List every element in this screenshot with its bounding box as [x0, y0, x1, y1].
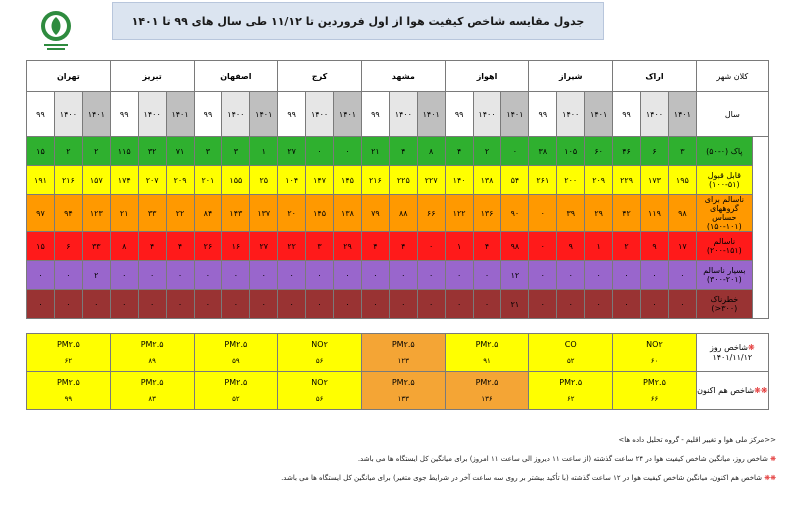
aqi-value-cell: ۰ — [138, 290, 166, 319]
pollutant-name: PM۲.۵ — [140, 378, 164, 387]
footnote-marker: ❋ — [770, 455, 776, 463]
aqi-value-cell: ۳۳ — [138, 195, 166, 232]
aqi-value-cell: ۴ — [473, 232, 501, 261]
aqi-value-cell: ۱۵ — [27, 137, 55, 166]
current-index-row-cell — [445, 372, 529, 410]
aqi-value-cell: ۰ — [529, 290, 557, 319]
aqi-value-cell: ۲۱۶ — [54, 166, 82, 195]
aqi-value-cell: ۲ — [82, 137, 110, 166]
aqi-value-cell: ۱۲۳ — [82, 195, 110, 232]
aqi-value-cell: ۰ — [641, 290, 669, 319]
aqi-value-cell: ۲۲۷ — [417, 166, 445, 195]
aqi-value-cell: ۶ — [54, 232, 82, 261]
year-header: ۱۴۰۱ — [82, 92, 110, 137]
current-index-row-cell — [613, 372, 697, 410]
pollutant-name: PM۲.۵ — [224, 340, 248, 349]
aqi-value-cell: ۱۵۷ — [82, 166, 110, 195]
aqi-value-cell: ۱۱۹ — [641, 195, 669, 232]
aqi-value-cell: ۲۰۷ — [138, 166, 166, 195]
aqi-value-cell: ۰ — [138, 261, 166, 290]
aqi-value-cell: ۱ — [585, 232, 613, 261]
aqi-value-cell: ۰ — [473, 261, 501, 290]
aqi-value-cell: ۹۷ — [27, 195, 55, 232]
category-label: ناسالم برای گروههای حساس (۱۰۱-۱۵۰) — [696, 195, 752, 232]
footnote-daily-text: شاخص روز، میانگین شاخص کیفیت هوا در ۲۴ ساعت گذشته (از ساعت ۱۱ دیروز الی ساعت ۱۱ امروز) برای میانگین کل ایستگاه ها می باشد. — [357, 455, 768, 463]
table-spacer — [27, 319, 769, 334]
pollutant-name: CO — [564, 340, 577, 349]
daily-index-row-cell — [361, 334, 445, 372]
index-value: ۱۳۳ — [397, 395, 409, 403]
aqi-value-cell: ۰ — [417, 261, 445, 290]
aqi-value-cell: ۵۴ — [501, 166, 529, 195]
year-header: ۱۴۰۰ — [54, 92, 82, 137]
category-label: خطرناک (۳۰۰<) — [696, 290, 752, 319]
city-header: اهواز — [445, 61, 529, 92]
aqi-value-cell: ۰ — [27, 290, 55, 319]
aqi-value-cell: ۱۳۶ — [473, 195, 501, 232]
year-header: ۱۴۰۱ — [585, 92, 613, 137]
aqi-value-cell: ۱۵۵ — [222, 166, 250, 195]
pollutant-name: PM۲.۵ — [559, 378, 583, 387]
aqi-value-cell: ۲۲ — [278, 232, 306, 261]
pollutant-name: PM۲.۵ — [224, 378, 248, 387]
aqi-value-cell: ۲۹ — [585, 195, 613, 232]
aqi-value-cell: ۰ — [110, 261, 138, 290]
aqi-value-cell: ۲۱ — [110, 195, 138, 232]
aqi-value-cell: ۰ — [668, 290, 696, 319]
aqi-value-cell: ۳۹ — [557, 195, 585, 232]
current-index-row-cell — [27, 372, 111, 410]
city-header: مشهد — [361, 61, 445, 92]
aqi-value-cell: ۱۴۵ — [306, 195, 334, 232]
aqi-value-cell: ۰ — [529, 261, 557, 290]
pollutant-name: NO۲ — [646, 340, 663, 349]
index-value: ۵۹ — [232, 357, 240, 365]
year-header: ۱۴۰۱ — [166, 92, 194, 137]
year-header: ۱۴۰۰ — [389, 92, 417, 137]
year-header: ۹۹ — [194, 92, 222, 137]
year-header: ۹۹ — [529, 92, 557, 137]
aqi-value-cell: ۱ — [445, 232, 473, 261]
aqi-value-cell: ۲۰۱ — [194, 166, 222, 195]
city-header: تهران — [27, 61, 111, 92]
aqi-value-cell: ۰ — [417, 290, 445, 319]
index-value: ۵۶ — [315, 357, 324, 365]
current-index-row-cell — [529, 372, 613, 410]
year-header: ۱۴۰۰ — [473, 92, 501, 137]
city-header: تبریز — [110, 61, 194, 92]
aqi-value-cell: ۲۲۹ — [613, 166, 641, 195]
aqi-value-cell: ۰ — [668, 261, 696, 290]
aqi-value-cell: ۶۰ — [585, 137, 613, 166]
aqi-value-cell: ۰ — [473, 290, 501, 319]
aqi-value-cell: ۲ — [54, 137, 82, 166]
aqi-value-cell: ۰ — [27, 261, 55, 290]
category-label: ناسالم (۱۵۱-۲۰۰) — [696, 232, 752, 261]
aqi-value-cell: ۲۶۱ — [529, 166, 557, 195]
aqi-value-cell: ۰ — [361, 261, 389, 290]
aqi-value-cell: ۲ — [613, 232, 641, 261]
aqi-value-cell: ۲۲ — [166, 195, 194, 232]
aqi-value-cell: ۱۹۱ — [27, 166, 55, 195]
pollutant-name: PM۲.۵ — [56, 340, 80, 349]
aqi-value-cell: ۱۰۴ — [278, 166, 306, 195]
year-header: ۱۴۰۰ — [641, 92, 669, 137]
aqi-value-cell: ۲۱ — [361, 137, 389, 166]
current-index-row-label — [696, 372, 768, 410]
aqi-value-cell: ۰ — [557, 290, 585, 319]
pollutant-name: PM۲.۵ — [475, 378, 499, 387]
aqi-value-cell: ۳ — [668, 137, 696, 166]
aqi-value-cell: ۰ — [334, 137, 362, 166]
index-value: ۶۲ — [566, 395, 575, 403]
aqi-value-cell: ۸ — [417, 137, 445, 166]
pollutant-name: PM۲.۵ — [391, 378, 415, 387]
aqi-value-cell: ۹۴ — [54, 195, 82, 232]
corner-label: کلان شهر — [696, 61, 768, 92]
index-value: ۶۲ — [64, 357, 73, 365]
aqi-value-cell: ۰ — [250, 290, 278, 319]
aqi-value-cell: ۲ — [473, 137, 501, 166]
aqi-value-cell: ۴ — [445, 137, 473, 166]
aqi-value-cell: ۷۱ — [166, 137, 194, 166]
aqi-value-cell: ۲۲۵ — [389, 166, 417, 195]
aqi-value-cell: ۳ — [306, 232, 334, 261]
aqi-value-cell: ۴ — [389, 232, 417, 261]
aqi-value-cell: ۰ — [306, 261, 334, 290]
daily-index-row-cell — [445, 334, 529, 372]
aqi-value-cell: ۲۰۰ — [557, 166, 585, 195]
source-note: <<مرکز ملی هوا و تغییر اقلیم - گروه تحلیل داده ها> — [618, 436, 776, 444]
aqi-value-cell: ۲۰ — [278, 195, 306, 232]
index-value: ۹۹ — [64, 395, 73, 403]
aqi-value-cell: ۰ — [278, 290, 306, 319]
aqi-value-cell: ۹۸ — [501, 232, 529, 261]
footnote-daily — [206, 455, 776, 463]
year-header: ۱۴۰۰ — [306, 92, 334, 137]
aqi-value-cell: ۰ — [250, 261, 278, 290]
aqi-value-cell: ۹ — [557, 232, 585, 261]
year-header: ۱۴۰۰ — [138, 92, 166, 137]
aqi-value-cell: ۲۹ — [334, 232, 362, 261]
footnote-current — [206, 474, 776, 482]
year-label: سال — [696, 92, 768, 137]
index-value: ۱۲۳ — [397, 357, 409, 365]
current-index-row-cell — [361, 372, 445, 410]
aqi-value-cell: ۰ — [557, 261, 585, 290]
aqi-value-cell: ۱۴۵ — [334, 166, 362, 195]
aqi-value-cell: ۲۵ — [250, 166, 278, 195]
aqi-value-cell: ۰ — [54, 261, 82, 290]
aqi-value-cell: ۴ — [361, 232, 389, 261]
aqi-value-cell: ۱۷۳ — [641, 166, 669, 195]
year-header: ۱۴۰۱ — [501, 92, 529, 137]
page-title: جدول مقایسه شاخص کیفیت هوا از اول فروردین تا ۱۱/۱۲ طی سال های ۹۹ تا ۱۴۰۱ — [112, 2, 604, 40]
aqi-value-cell: ۶ — [641, 137, 669, 166]
aqi-value-cell: ۰ — [278, 261, 306, 290]
aqi-value-cell: ۱۲۲ — [445, 195, 473, 232]
pollutant-name: PM۲.۵ — [391, 340, 415, 349]
index-value: ۵۲ — [566, 357, 575, 365]
aqi-value-cell: ۰ — [82, 290, 110, 319]
category-label: قابل قبول (۵۱-۱۰۰) — [696, 166, 752, 195]
pollutant-name: PM۲.۵ — [56, 378, 80, 387]
aqi-value-cell: ۸۴ — [194, 195, 222, 232]
aqi-value-cell: ۱۴۰ — [445, 166, 473, 195]
aqi-value-cell: ۰ — [613, 261, 641, 290]
current-index-row-cell — [110, 372, 194, 410]
aqi-value-cell: ۱۹۵ — [668, 166, 696, 195]
aqi-value-cell: ۰ — [222, 261, 250, 290]
city-header: کرج — [278, 61, 362, 92]
footnote-marker: ❋❋ — [764, 474, 776, 482]
aqi-value-cell: ۱۴۳ — [222, 195, 250, 232]
aqi-value-cell: ۹۸ — [668, 195, 696, 232]
aqi-value-cell: ۳۳ — [82, 232, 110, 261]
aqi-value-cell: ۰ — [501, 137, 529, 166]
aqi-value-cell: ۴ — [166, 232, 194, 261]
aqi-value-cell: ۹ — [641, 232, 669, 261]
aqi-value-cell: ۱۳۸ — [334, 195, 362, 232]
daily-index-row-cell — [27, 334, 111, 372]
category-label: پاک (۰-۵۰) — [696, 137, 752, 166]
aqi-value-cell: ۳۲ — [138, 137, 166, 166]
aqi-value-cell: ۰ — [529, 195, 557, 232]
aqi-value-cell: ۳ — [194, 137, 222, 166]
category-label: بسیار ناسالم (۲۰۱-۳۰۰) — [696, 261, 752, 290]
daily-index-row-text: شاخص روز ۱۴۰۱/۱۱/۱۲ — [709, 342, 753, 362]
footnote-current-text: شاخص هم اکنون، میانگین شاخص کیفیت هوا در ۱۲ ساعت گذشته (با تأکید بیشتر بر روی سه ساعت آخر در شرایط جوی متغیر) برای میانگین کل ایستگاه ها می باشد. — [281, 474, 763, 482]
aqi-value-cell: ۱۳۸ — [473, 166, 501, 195]
year-header: ۱۴۰۰ — [222, 92, 250, 137]
year-header: ۹۹ — [27, 92, 55, 137]
pollutant-name: NO۲ — [311, 340, 328, 349]
aqi-value-cell: ۲۱ — [501, 290, 529, 319]
aqi-value-cell: ۱۱۵ — [110, 137, 138, 166]
index-value: ۵۶ — [315, 395, 324, 403]
aqi-value-cell: ۱۶ — [222, 232, 250, 261]
daily-index-row-cell — [110, 334, 194, 372]
aqi-value-cell: ۰ — [641, 261, 669, 290]
aqi-value-cell: ۰ — [222, 290, 250, 319]
pollutant-name: PM۲.۵ — [643, 378, 666, 387]
daily-index-row-cell — [194, 334, 278, 372]
aqi-value-cell: ۱۴۷ — [306, 166, 334, 195]
year-header: ۱۴۰۱ — [668, 92, 696, 137]
aqi-value-cell: ۳۸ — [529, 137, 557, 166]
daily-index-row-cell — [613, 334, 697, 372]
aqi-value-cell: ۰ — [194, 290, 222, 319]
aqi-value-cell: ۰ — [585, 290, 613, 319]
city-header: شیراز — [529, 61, 613, 92]
daily-index-row-cell — [529, 334, 613, 372]
aqi-value-cell: ۰ — [110, 290, 138, 319]
pollutant-name: PM۲.۵ — [140, 340, 164, 349]
aqi-value-cell: ۲۱۶ — [361, 166, 389, 195]
year-header: ۱۴۰۰ — [557, 92, 585, 137]
aqi-value-cell: ۱۳۷ — [250, 195, 278, 232]
aqi-value-cell: ۴۶ — [613, 137, 641, 166]
year-header: ۱۴۰۱ — [417, 92, 445, 137]
aqi-value-cell: ۶۶ — [417, 195, 445, 232]
aqi-value-cell: ۲۶ — [194, 232, 222, 261]
year-header: ۹۹ — [361, 92, 389, 137]
aqi-value-cell: ۰ — [417, 232, 445, 261]
year-header: ۹۹ — [278, 92, 306, 137]
aqi-value-cell: ۰ — [334, 261, 362, 290]
year-header: ۱۴۰۱ — [334, 92, 362, 137]
aqi-value-cell: ۴۲ — [613, 195, 641, 232]
aqi-value-cell: ۷۹ — [361, 195, 389, 232]
year-header: ۹۹ — [110, 92, 138, 137]
aqi-value-cell: ۱۲ — [501, 261, 529, 290]
index-value: ۵۲ — [232, 395, 240, 403]
aqi-value-cell: ۰ — [389, 261, 417, 290]
aqi-value-cell: ۲۷ — [250, 232, 278, 261]
aqi-value-cell: ۹۰ — [501, 195, 529, 232]
city-header: اصفهان — [194, 61, 278, 92]
footnote-marker: ❋❋ — [754, 385, 768, 395]
index-value: ۱۳۶ — [481, 395, 493, 403]
aqi-value-cell: ۱۷ — [668, 232, 696, 261]
aqi-value-cell: ۲ — [82, 261, 110, 290]
year-header: ۹۹ — [613, 92, 641, 137]
year-header: ۱۴۰۱ — [250, 92, 278, 137]
aqi-value-cell: ۱۵ — [27, 232, 55, 261]
aqi-value-cell: ۱۷۴ — [110, 166, 138, 195]
year-header: ۹۹ — [445, 92, 473, 137]
pollutant-name: PM۲.۵ — [475, 340, 499, 349]
aqi-value-cell: ۱ — [250, 137, 278, 166]
daily-index-row-cell — [278, 334, 362, 372]
aqi-value-cell: ۰ — [166, 290, 194, 319]
index-value: ۸۹ — [148, 357, 156, 365]
aqi-value-cell: ۰ — [306, 290, 334, 319]
daily-index-row-label — [696, 334, 768, 372]
index-value: ۶۰ — [650, 357, 659, 365]
aqi-value-cell: ۰ — [361, 290, 389, 319]
index-value: ۹۱ — [483, 357, 491, 365]
aqi-value-cell: ۲۷ — [278, 137, 306, 166]
aqi-value-cell: ۰ — [529, 232, 557, 261]
aqi-value-cell: ۸۸ — [389, 195, 417, 232]
aqi-value-cell: ۰ — [306, 137, 334, 166]
aqi-side-label — [752, 137, 768, 319]
aqi-value-cell: ۰ — [613, 290, 641, 319]
current-index-row-cell — [278, 372, 362, 410]
aqi-value-cell: ۲۰۹ — [166, 166, 194, 195]
aqi-value-cell: ۸ — [110, 232, 138, 261]
aqi-value-cell: ۰ — [54, 290, 82, 319]
aqi-value-cell: ۴ — [138, 232, 166, 261]
aqi-value-cell: ۰ — [334, 290, 362, 319]
aqi-value-cell: ۴ — [389, 137, 417, 166]
aqi-value-cell: ۲۰۹ — [585, 166, 613, 195]
agency-logo — [36, 8, 76, 52]
current-index-row-cell — [194, 372, 278, 410]
aqi-value-cell: ۰ — [445, 261, 473, 290]
current-index-row-text: شاخص هم اکنون — [697, 385, 755, 395]
aqi-value-cell: ۰ — [194, 261, 222, 290]
city-header: اراک — [613, 61, 697, 92]
index-value: ۶۶ — [650, 395, 659, 403]
aqi-value-cell: ۳ — [222, 137, 250, 166]
footnote-marker: ❋ — [747, 342, 755, 352]
index-value: ۸۳ — [148, 395, 156, 403]
aqi-comparison-table — [26, 60, 769, 410]
pollutant-name: NO۲ — [311, 378, 328, 387]
aqi-value-cell: ۰ — [389, 290, 417, 319]
aqi-value-cell: ۰ — [445, 290, 473, 319]
aqi-value-cell: ۰ — [585, 261, 613, 290]
aqi-value-cell: ۱۰۵ — [557, 137, 585, 166]
aqi-value-cell: ۰ — [166, 261, 194, 290]
